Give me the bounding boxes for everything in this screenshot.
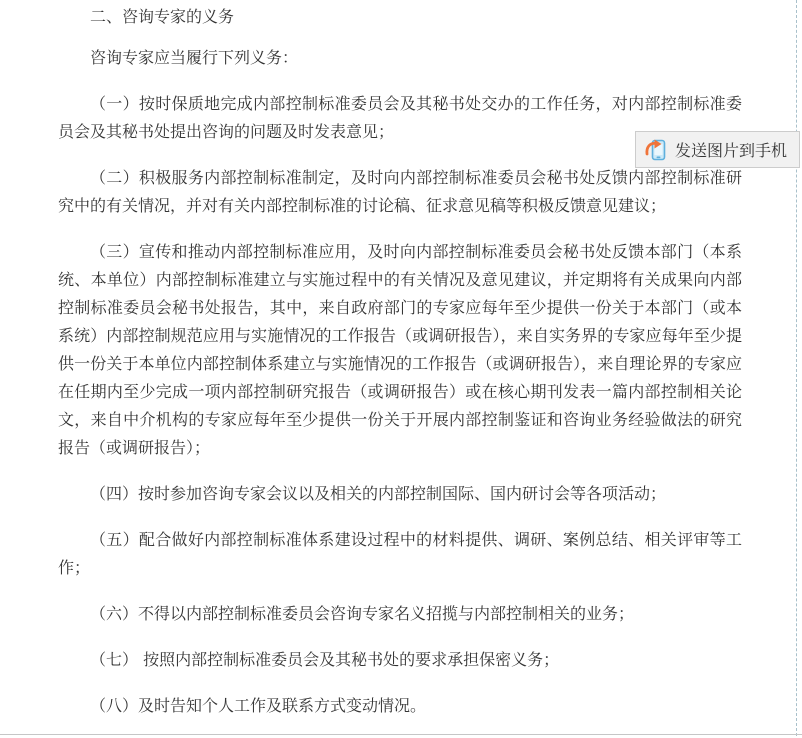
- obligation-item-5: （五）配合做好内部控制标准体系建设过程中的材料提供、调研、案例总结、相关评审等工作；: [58, 530, 742, 577]
- content-right-border: [796, 0, 797, 736]
- obligation-item-3: （三）宣传和推动内部控制标准应用，及时向内部控制标准委员会秘书处反馈本部门（本系统、本单位）内部控制标准建立与实施过程中的有关情况及意见建议，并定期将有关成果向内部控制标准委员会秘书处报告，其中，来自政府部门的专家应每年至少提供一份关于本部门（或本系统）内部控制规范应用与实施情况的工作报告（或调研报告），来自实务界的专家应每年至少提供一份关于本单位内部控制体系建立与实施情况的工作报告（或调研报告），来自理论界的专家应在任期内至少完成一项内部控制研究报告（或调研报告）或在核心期刊发表一篇内部控制相关论文，来自中介机构的专家应每年至少提供一份关于开展内部控制鉴证和咨询业务经验做法的研究报告（或调研报告）；: [58, 242, 742, 457]
- obligation-item-8: （八）及时告知个人工作及联系方式变动情况。: [90, 696, 427, 715]
- obligation-item-2: （二）积极服务内部控制标准制定，及时向内部控制标准委员会秘书处反馈内部控制标准研究中的有关情况，并对有关内部控制标准的讨论稿、征求意见稿等积极反馈意见建议；: [58, 168, 742, 215]
- obligation-item-7: （七） 按照内部控制标准委员会及其秘书处的要求承担保密义务；: [90, 650, 560, 669]
- send-to-phone-icon: [644, 137, 668, 163]
- intro-paragraph: 咨询专家应当履行下列义务：: [90, 48, 299, 67]
- content-bottom-border: [0, 734, 802, 735]
- obligation-item-1: （一）按时保质地完成内部控制标准委员会及其秘书处交办的工作任务，对内部控制标准委员会及其秘书处提出咨询的问题及时发表意见；: [58, 94, 742, 141]
- obligation-item-4: （四）按时参加咨询专家会议以及相关的内部控制国际、国内研讨会等各项活动；: [90, 484, 667, 503]
- obligation-item-6: （六）不得以内部控制标准委员会咨询专家名义招揽与内部控制相关的业务；: [90, 604, 635, 623]
- send-to-phone-label: 发送图片到手机: [674, 141, 787, 160]
- send-to-phone-button[interactable]: [635, 131, 800, 168]
- section-heading: 二、咨询专家的义务: [90, 7, 235, 26]
